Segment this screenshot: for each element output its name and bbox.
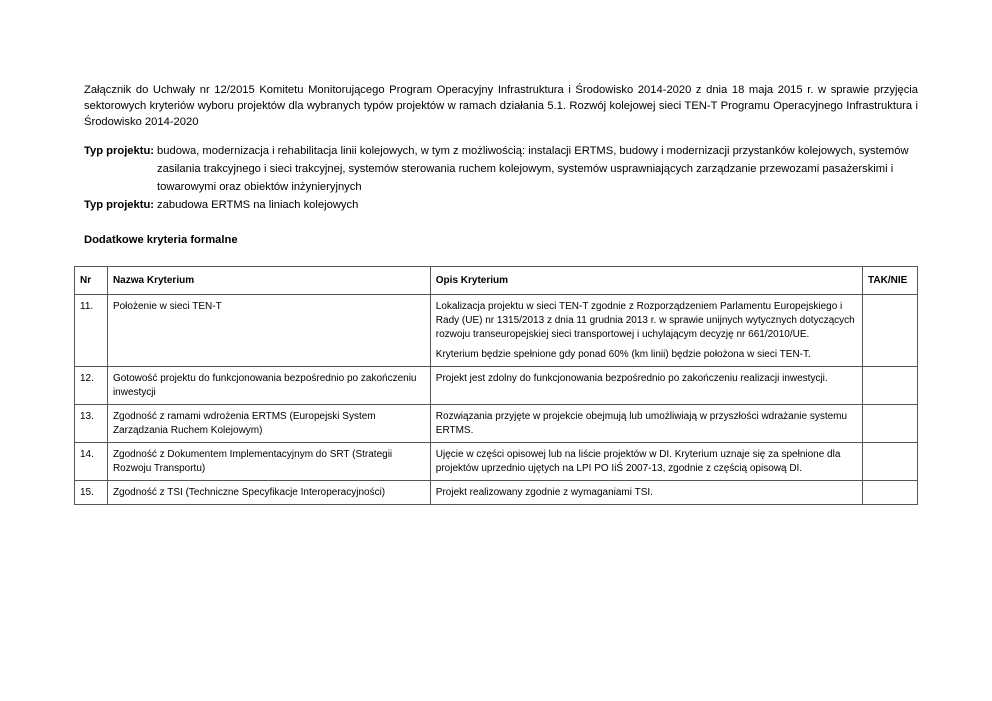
row-name: Zgodność z Dokumentem Implementacyjnym do SRT (Strategii Rozwoju Transportu): [107, 443, 430, 481]
row-nr: 13.: [75, 405, 108, 443]
table-row: [75, 481, 918, 505]
row-tak-nie: [863, 367, 918, 405]
section-title: Dodatkowe kryteria formalne: [84, 234, 238, 246]
row-tak-nie: [863, 481, 918, 505]
project-type-2: [84, 196, 918, 214]
row-tak-nie: [863, 443, 918, 481]
table-row: [75, 405, 918, 443]
table-row: [75, 367, 918, 405]
row-description-note: Kryterium będzie spełnione gdy ponad 60% (km linii) będzie położona w sieci TEN-T.: [435, 349, 811, 360]
table-row: [75, 295, 918, 367]
header-description: Opis Kryterium: [430, 267, 862, 295]
row-description-text: Lokalizacja projektu w sieci TEN-T zgodnie z Rozporządzeniem Parlamentu Europejskiego i Rady (UE) nr 1315/2013 z dnia 11 grudnia 2013 r. w sprawie unijnych wytycznych dotyczących rozwoju transeuropejskiej sieci transportowej i uchylającym decyzję nr 661/2010/UE.: [435, 301, 855, 340]
project-type-text: zabudowa ERTMS na liniach kolejowych: [157, 199, 359, 211]
header-tak-nie: TAK/NIE: [863, 267, 918, 295]
header-nr: Nr: [75, 267, 108, 295]
project-types: [84, 142, 918, 214]
row-name: Położenie w sieci TEN-T: [107, 295, 430, 367]
row-nr: 11.: [75, 295, 108, 367]
row-name: Zgodność z TSI (Techniczne Specyfikacje Interoperacyjności): [107, 481, 430, 505]
row-description: Ujęcie w części opisowej lub na liście projektów w DI. Kryterium uznaje się za spełnione dla projektów uprzednio ujętych na LPI PO IiŚ 2007-13, zgodnie z częścią opisową DI.: [430, 443, 862, 481]
project-type-text: budowa, modernizacja i rehabilitacja linii kolejowych, w tym z możliwością: instalacji ERTMS, budowy i modernizacji przystanków kolejowych, systemów zasilania trakcyjnego i sieci trakcyjnej, systemów sterowania ruchem kolejowym, systemów usprawniających zarządzanie przewozami pasażerskimi i towarowymi oraz obiektów inżynieryjnych: [157, 145, 909, 193]
row-tak-nie: [863, 405, 918, 443]
row-description: Rozwiązania przyjęte w projekcie obejmują lub umożliwiają w przyszłości wdrażanie systemu ERTMS.: [430, 405, 862, 443]
project-type-label: Typ projektu:: [84, 199, 155, 211]
row-description: [430, 295, 862, 367]
document-header: Załącznik do Uchwały nr 12/2015 Komitetu Monitorującego Program Operacyjny Infrastruktura i Środowisko 2014-2020 z dnia 18 maja 2015 r. w sprawie przyjęcia sektorowych kryteriów wyboru projektów dla wybranych typów projektów w ramach działania 5.1. Rozwój kolejowej sieci TEN-T Programu Operacyjnego Infrastruktura i Środowisko 2014-2020: [84, 84, 918, 128]
row-name: Zgodność z ramami wdrożenia ERTMS (Europejski System Zarządzania Ruchem Kolejowym): [107, 405, 430, 443]
criteria-table: [74, 266, 918, 505]
row-nr: 14.: [75, 443, 108, 481]
table-row: [75, 443, 918, 481]
row-name: Gotowość projektu do funkcjonowania bezpośrednio po zakończeniu inwestycji: [107, 367, 430, 405]
row-tak-nie: [863, 295, 918, 367]
table-header-row: [75, 267, 918, 295]
header-name: Nazwa Kryterium: [107, 267, 430, 295]
document-page: [84, 82, 918, 246]
row-nr: 15.: [75, 481, 108, 505]
row-description: Projekt jest zdolny do funkcjonowania bezpośrednio po zakończeniu realizacji inwestycji.: [430, 367, 862, 405]
row-nr: 12.: [75, 367, 108, 405]
row-description: Projekt realizowany zgodnie z wymaganiami TSI.: [430, 481, 862, 505]
project-type-1: [84, 142, 918, 196]
project-type-label: Typ projektu:: [84, 145, 155, 157]
